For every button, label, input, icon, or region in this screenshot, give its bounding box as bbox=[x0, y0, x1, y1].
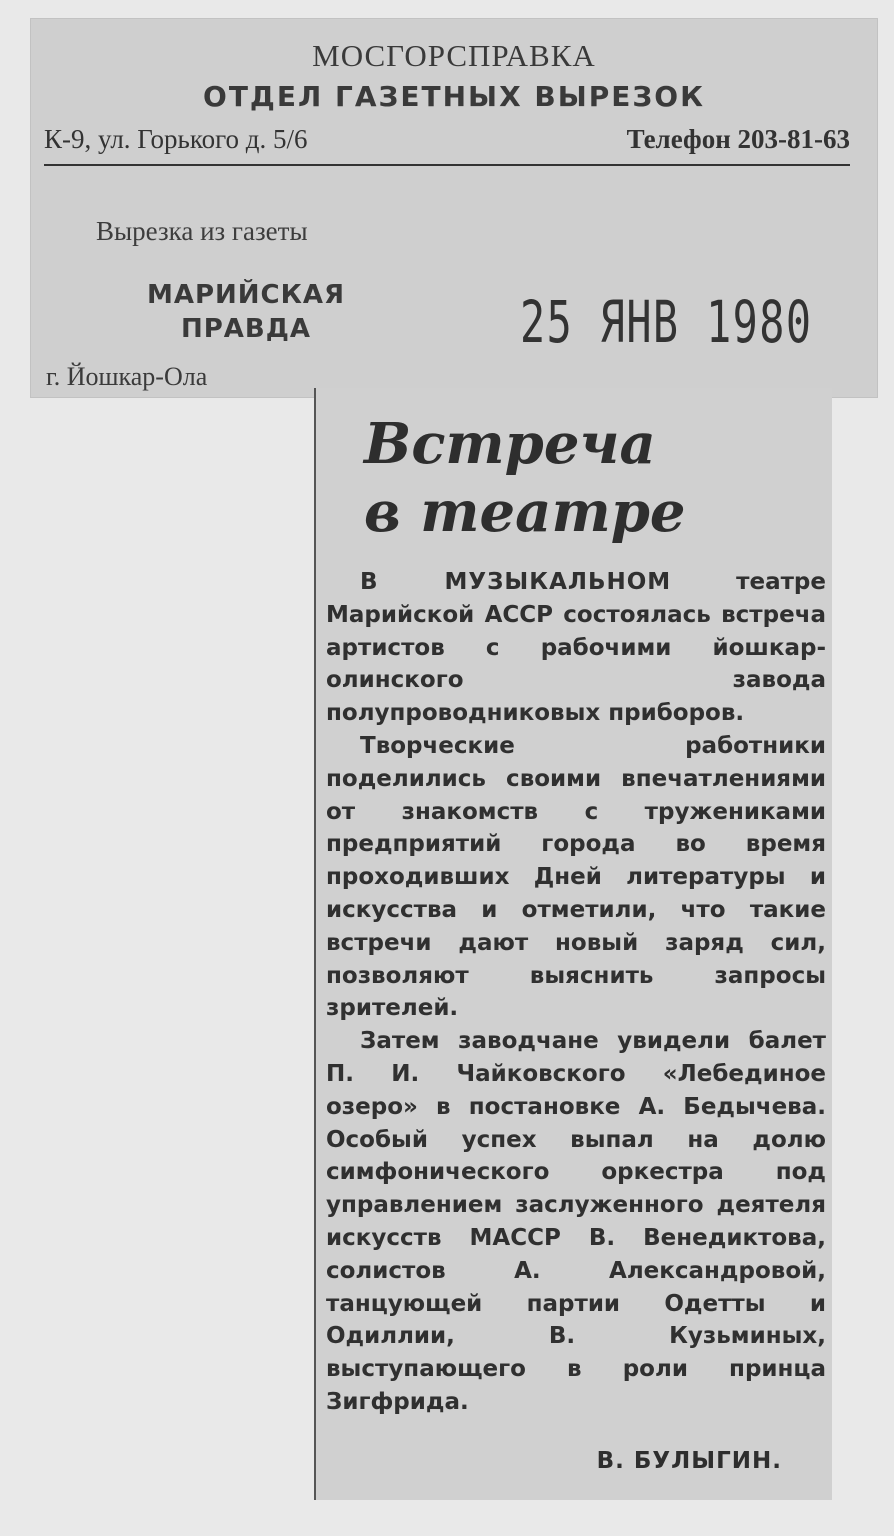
department-name: ОТДЕЛ ГАЗЕТНЫХ ВЫРЕЗОК bbox=[203, 80, 705, 113]
clipping-source-label: Вырезка из газеты bbox=[96, 216, 308, 246]
newspaper-city: г. Йошкар-Ола bbox=[46, 362, 208, 391]
address-row bbox=[44, 124, 850, 166]
date-stamp: 25 ЯНВ 1980 bbox=[520, 288, 813, 356]
article-body bbox=[326, 566, 826, 1419]
article-headline bbox=[364, 410, 824, 546]
article-author: В. БУЛЫГИН. bbox=[596, 1448, 782, 1474]
address: К-9, ул. Горького д. 5/6 bbox=[44, 124, 308, 154]
headline-line2: в театре bbox=[364, 479, 686, 545]
clipping-service-label bbox=[30, 18, 878, 398]
newspaper-name-line2: ПРАВДА bbox=[180, 314, 312, 344]
article-paragraph-2: Творческие работники поделились своими впечатлениями от знакомств с тружениками предприятий города во время проходивших Дней литературы и искусства и отметили, что такие встречи дают новый заряд сил, позволяют выяснить запросы зрителей. bbox=[326, 732, 826, 1022]
newspaper-name-line1: МАРИЙСКАЯ bbox=[146, 280, 346, 310]
headline-line1: Встреча bbox=[364, 411, 656, 477]
phone: Телефон 203-81-63 bbox=[626, 124, 850, 154]
newspaper-name bbox=[130, 278, 362, 346]
newspaper-clipping bbox=[314, 388, 832, 1500]
article-paragraph-3: Затем заводчане увидели балет П. И. Чайковского «Лебединое озеро» в постановке А. Бедычева. Особый успех выпал на долю симфонического оркестра под управлением заслуженного деятеля искусств МАССР В. Венедиктова, солистов А. Александровой, танцующей партии Одетты и Одиллии, В. Кузьминых, выступающего в роли принца Зигфрида. bbox=[326, 1028, 826, 1415]
lead-caps: В МУЗЫКАЛЬНОМ bbox=[360, 569, 672, 595]
article-paragraph-1 bbox=[326, 566, 826, 730]
agency-name: МОСГОРСПРАВКА bbox=[312, 38, 596, 73]
paragraph-1-text: театре Марийской АССР состоялась встреча артистов с рабочими йошкар-олинского завода полупроводниковых приборов. bbox=[326, 569, 826, 727]
